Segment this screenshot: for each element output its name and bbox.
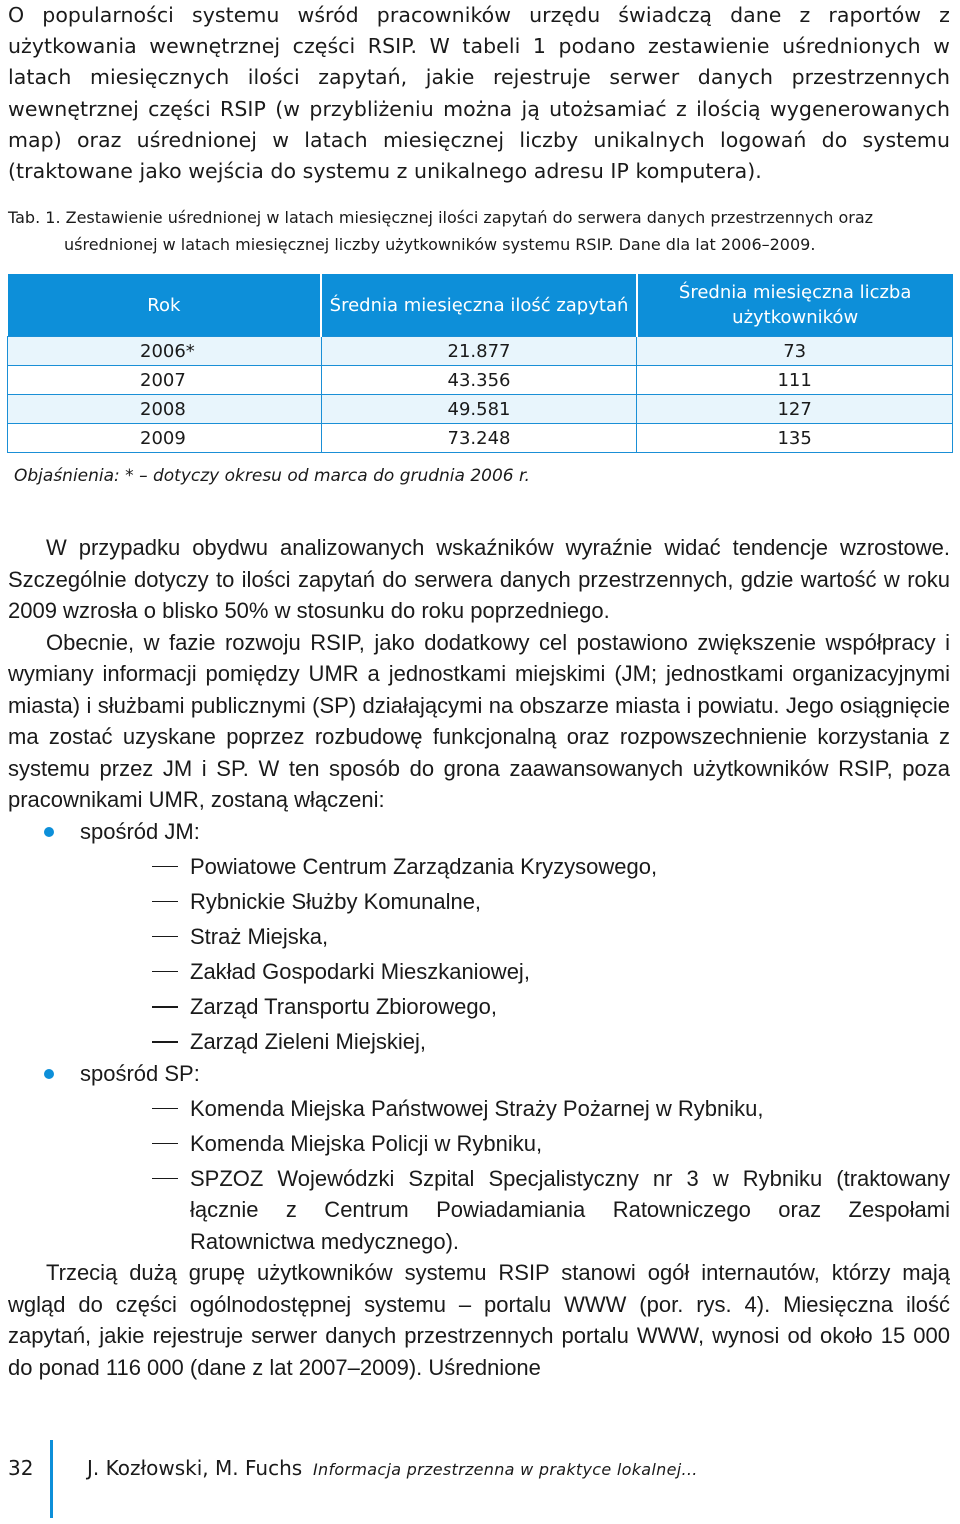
cell-queries: 43.356 (321, 366, 637, 395)
sublist-sp (80, 1093, 950, 1258)
cell-queries: 73.248 (321, 424, 637, 453)
list-item-group-sp (8, 1058, 950, 1258)
header-year: Rok (8, 274, 322, 337)
dash-icon (152, 901, 178, 903)
page-number: 32 (8, 1456, 34, 1480)
group-label: spośród JM: (80, 818, 200, 844)
cell-year: 2007 (8, 366, 322, 395)
caption-label: Tab. 1. (8, 208, 61, 227)
table-row (8, 424, 953, 453)
cell-queries: 21.877 (321, 337, 637, 366)
cell-queries: 49.581 (321, 395, 637, 424)
list-item (80, 956, 950, 988)
paragraph-trend: W przypadku obydwu analizowanych wskaźników wyraźnie widać tendencje wzrostowe. Szczególnie dotyczy to ilości zapytań do serwera danych przestrzennych, gdzie wartość w roku 2009 wzrosła o blisko 50% w stosunku do roku poprzedniego. (8, 535, 950, 623)
table-header-row (8, 274, 953, 337)
list-item-group-jm (8, 816, 950, 1058)
table-row (8, 366, 953, 395)
bullet-icon (44, 1069, 54, 1079)
caption-text-line1: Zestawienie uśrednionej w latach miesięcznej ilości zapytań do serwera danych przestrzennych oraz (65, 208, 874, 227)
cell-users: 73 (637, 337, 953, 366)
table-caption (8, 204, 952, 258)
group-label: spośród SP: (80, 1060, 200, 1086)
cell-year: 2006* (8, 337, 322, 366)
list-item (80, 851, 950, 883)
list-item (80, 1128, 950, 1160)
dash-icon (152, 936, 178, 938)
footer-authors: J. Kozłowski, M. Fuchs (87, 1456, 303, 1480)
list-item (80, 921, 950, 953)
list-item-text: Zarząd Transportu Zbiorowego, (190, 993, 497, 1019)
body-text (8, 532, 950, 1383)
cell-users: 127 (637, 395, 953, 424)
list-item-text: Komenda Miejska Państwowej Straży Pożarnej w Rybniku, (190, 1095, 764, 1121)
cell-users: 111 (637, 366, 953, 395)
list-item-text: Rybnickie Służby Komunalne, (190, 888, 482, 914)
table-note: Objaśnienia: * – dotyczy okresu od marca do grudnia 2006 r. (14, 466, 530, 486)
table-row (8, 337, 953, 366)
list-item (80, 991, 950, 1023)
list-item-text: Komenda Miejska Policji w Rybniku, (190, 1130, 543, 1156)
cell-users: 135 (637, 424, 953, 453)
dash-icon (152, 866, 178, 868)
sublist-jm (80, 851, 950, 1058)
dash-icon (152, 1143, 178, 1145)
page-footer (0, 1440, 960, 1524)
list-item (80, 1093, 950, 1125)
cell-year: 2009 (8, 424, 322, 453)
user-groups-list (8, 816, 950, 1258)
list-item (80, 886, 950, 918)
list-item (80, 1163, 950, 1258)
cell-year: 2008 (8, 395, 322, 424)
header-queries: Średnia miesięczna ilość zapytań (321, 274, 637, 337)
bullet-icon (44, 827, 54, 837)
paragraph-development: Obecnie, w fazie rozwoju RSIP, jako dodatkowy cel postawiono zwiększenie współpracy i wymiany informacji pomiędzy UMR a jednostkami miejskimi (JM; jednostkami organizacyjnymi miasta) i służbami publicznymi (SP) działającymi na obszarze miasta i powiatu. Jego osiągnięcie ma zostać uzyskane poprzez rozbudowę funkcjonalną oraz rozpowszechnienie korzystania z systemu przez JM i SP. W ten sposób do grona zaawansowanych użytkowników RSIP, poza pracownikami UMR, zostaną włączeni: (8, 629, 950, 812)
header-users: Średnia miesięczna liczba użytkowników (637, 274, 953, 337)
caption-text-line2: uśrednionej w latach miesięcznej liczby użytkowników systemu RSIP. Dane dla lat 2006–2009. (64, 235, 816, 254)
footer-title: Informacja przestrzenna w praktyce lokalnej... (313, 1460, 698, 1479)
list-item-text: SPZOZ Wojewódzki Szpital Specjalistyczny nr 3 w Rybniku (traktowany łącznie z Centrum Powiadamiania Ratowniczego oraz Zespołami Ratownictwa medycznego). (190, 1165, 950, 1254)
dash-icon (152, 1006, 178, 1008)
dash-icon (152, 1108, 178, 1110)
dash-icon (152, 1041, 178, 1043)
list-item-text: Straż Miejska, (190, 923, 329, 949)
intro-paragraph: O popularności systemu wśród pracowników urzędu świadczą dane z raportów z użytkowania wewnętrznej części RSIP. W tabeli 1 podano zestawienie uśrednionych w latach miesięcznych ilości zapytań, jakie rejestruje serwer danych przestrzennych wewnętrznej części RSIP (w przybliżeniu można ją utożsamiać z ilością wygenerowanych map) oraz uśrednionej w latach miesięcznej liczby unikalnych logowań do systemu (traktowane jako wejścia do systemu z unikalnego adresu IP komputera). (8, 3, 950, 184)
list-item-text: Powiatowe Centrum Zarządzania Kryzysowego, (190, 853, 658, 879)
stats-table (7, 274, 953, 453)
list-item-text: Zarząd Zieleni Miejskiej, (190, 1029, 426, 1055)
table-row (8, 395, 953, 424)
footer-divider (50, 1440, 53, 1518)
list-item-text: Zakład Gospodarki Mieszkaniowej, (190, 958, 530, 984)
paragraph-internet-users: Trzecią dużą grupę użytkowników systemu RSIP stanowi ogół internautów, którzy mają wgląd do części ogólnodostępnej systemu – portalu WWW (por. rys. 4). Miesięczna ilość zapytań, jakie rejestruje serwer danych przestrzennych portalu WWW, wynosi od około 15 000 do ponad 116 000 (dane z lat 2007–2009). Uśrednione (8, 1260, 950, 1380)
list-item (80, 1026, 950, 1058)
dash-icon (152, 971, 178, 973)
dash-icon (152, 1178, 178, 1180)
